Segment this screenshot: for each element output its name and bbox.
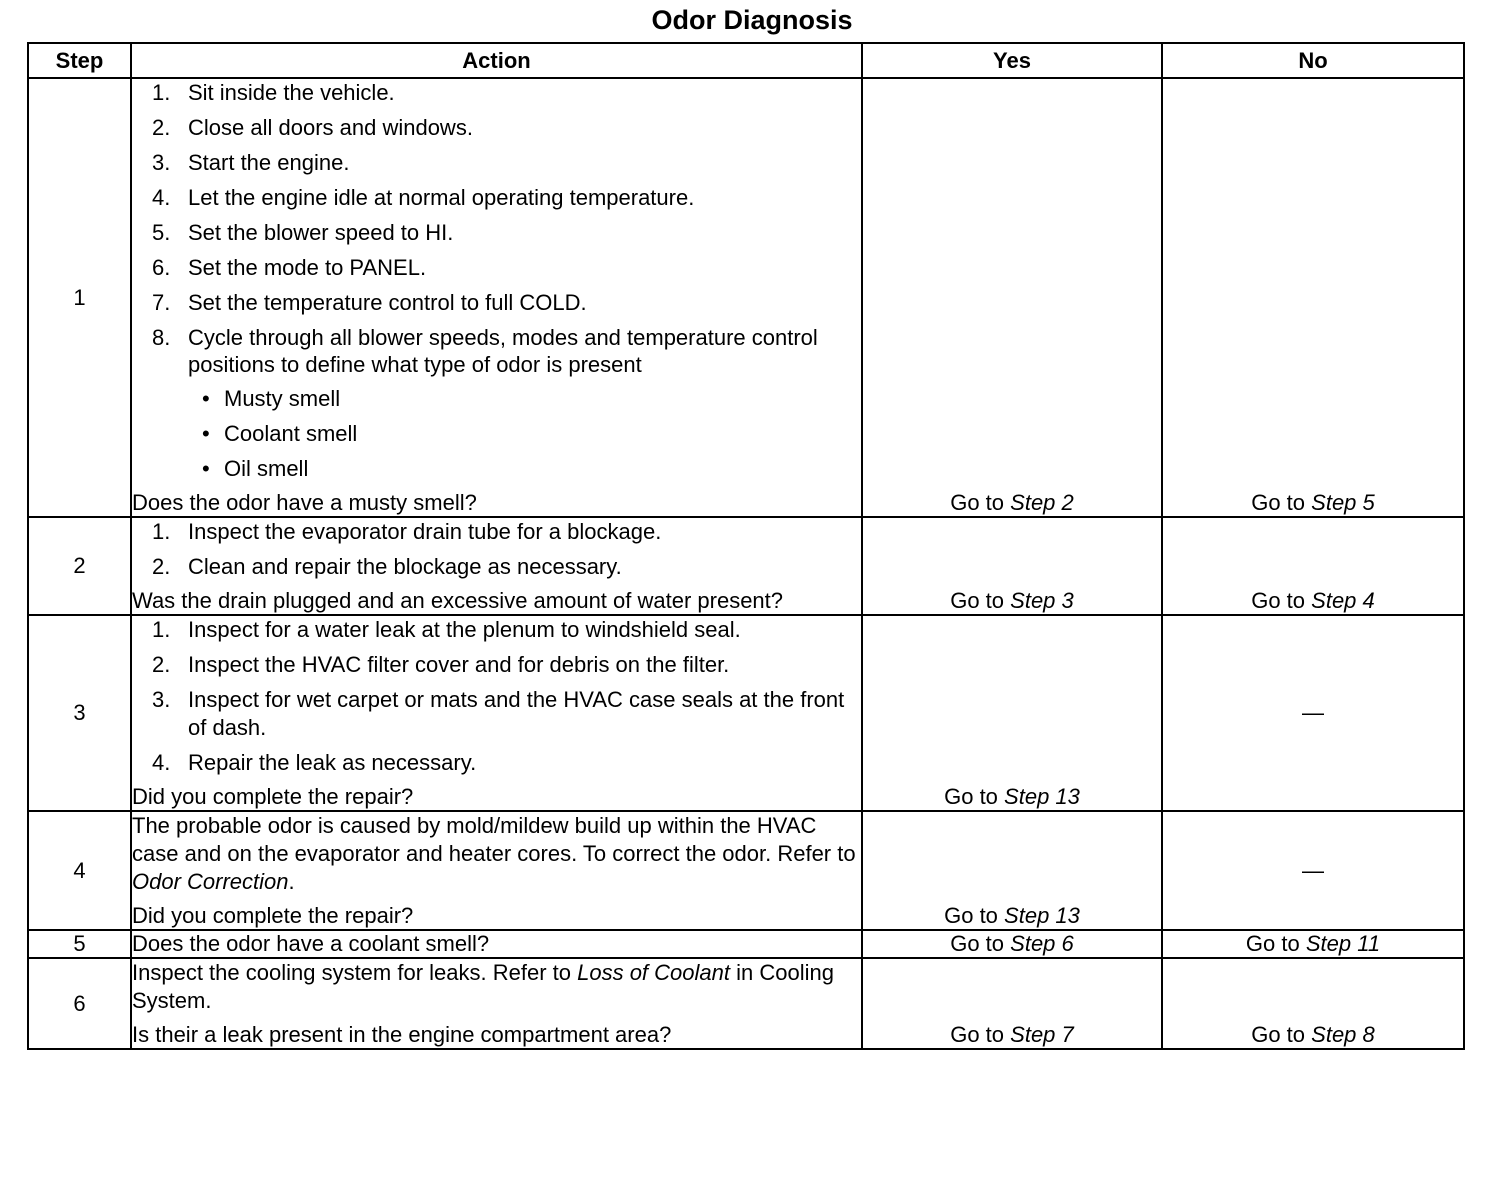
list-item: 4. Let the engine idle at normal operating temperature. (152, 185, 695, 210)
action-list (132, 79, 861, 483)
table-row (28, 78, 1464, 517)
item-text: Inspect for a water leak at the plenum to windshield seal. (188, 617, 741, 642)
item-text: Set the mode to PANEL. (188, 255, 427, 280)
list-item: 3. Inspect for wet carpet or mats and the HVAC case seals at the front of dash. (152, 687, 845, 740)
action-list (132, 518, 861, 581)
step-number: 6 (28, 958, 131, 1049)
list-item: 2. Inspect the HVAC filter cover and for debris on the filter. (152, 652, 730, 677)
step-number: 2 (28, 517, 131, 615)
no-cell: Go to Step 5 (1162, 78, 1464, 517)
list-item: 3. Start the engine. (152, 150, 350, 175)
step-number: 1 (28, 78, 131, 517)
item-text: Set the temperature control to full COLD. (188, 290, 587, 315)
question-text: Was the drain plugged and an excessive amount of water present? (132, 588, 784, 613)
no-cell: — (1162, 811, 1464, 930)
list-item: 1. Sit inside the vehicle. (152, 80, 395, 105)
item-text: Cycle through all blower speeds, modes and temperature control positions to define what type of odor is present (188, 325, 818, 377)
table-row (28, 958, 1464, 1049)
header-no: No (1162, 43, 1464, 78)
step-reference: Step 2 (1010, 490, 1074, 515)
list-item: 1. Inspect the evaporator drain tube for a blockage. (152, 519, 662, 544)
step-reference: Step 8 (1311, 1022, 1375, 1047)
question-text: Did you complete the repair? (132, 784, 414, 809)
list-item: 1. Inspect for a water leak at the plenum to windshield seal. (152, 617, 741, 642)
item-text: Inspect the HVAC filter cover and for debris on the filter. (188, 652, 730, 677)
yes-cell: Go to Step 7 (862, 958, 1162, 1049)
question-text: Did you complete the repair? (132, 903, 414, 928)
yes-cell: Go to Step 2 (862, 78, 1162, 517)
yes-cell: Go to Step 13 (862, 811, 1162, 930)
bullet-item: • Musty smell (202, 386, 341, 411)
item-text: Sit inside the vehicle. (188, 80, 395, 105)
item-text: Set the blower speed to HI. (188, 220, 454, 245)
yes-cell: Go to Step 13 (862, 615, 1162, 811)
step-reference: Step 7 (1010, 1022, 1074, 1047)
odor-diagnosis-table (27, 42, 1465, 1050)
bullet-item: • Oil smell (202, 456, 309, 481)
no-cell: — (1162, 615, 1464, 811)
page-title: Odor Diagnosis (651, 5, 853, 35)
header-step: Step (28, 43, 131, 78)
item-text: Inspect the evaporator drain tube for a blockage. (188, 519, 662, 544)
step-reference: Step 3 (1010, 588, 1074, 613)
action-cell (131, 958, 862, 1049)
no-cell: Go to Step 11 (1162, 930, 1464, 958)
bullet-item: • Coolant smell (202, 421, 358, 446)
odor-type-list (188, 385, 861, 483)
step-number: 5 (28, 930, 131, 958)
question-text: Does the odor have a musty smell? (132, 490, 477, 515)
no-cell: Go to Step 8 (1162, 958, 1464, 1049)
list-item: 5. Set the blower speed to HI. (152, 220, 454, 245)
table-row (28, 615, 1464, 811)
list-item: 2. Clean and repair the blockage as necessary. (152, 554, 622, 579)
item-text: Clean and repair the blockage as necessary. (188, 554, 622, 579)
list-item: 7. Set the temperature control to full COLD. (152, 290, 587, 315)
no-cell: Go to Step 4 (1162, 517, 1464, 615)
instruction-text: The probable odor is caused by mold/mildew build up within the HVAC case and on the evaporator and heater cores. To correct the odor. Refer to Odor Correction. (132, 813, 856, 894)
list-item: 8. Cycle through all blower speeds, modes and temperature control positions to define what type of odor is present • Musty smell • Coolant smell • Oil smell (132, 324, 861, 483)
action-cell (131, 78, 862, 517)
action-cell (131, 517, 862, 615)
table-row (28, 811, 1464, 930)
header-action: Action (131, 43, 862, 78)
step-number: 3 (28, 615, 131, 811)
procedure-reference: Loss of Coolant (577, 960, 730, 985)
item-text: Repair the leak as necessary. (188, 750, 477, 775)
action-cell (131, 811, 862, 930)
action-cell (131, 930, 862, 958)
question-text: Does the odor have a coolant smell? (132, 931, 490, 956)
list-item: 2. Close all doors and windows. (152, 115, 473, 140)
item-text: Let the engine idle at normal operating temperature. (188, 185, 695, 210)
table-row (28, 930, 1464, 958)
question-text: Is their a leak present in the engine compartment area? (132, 1022, 672, 1047)
item-text: Close all doors and windows. (188, 115, 473, 140)
header-yes: Yes (862, 43, 1162, 78)
item-text: Inspect for wet carpet or mats and the HVAC case seals at the front of dash. (188, 687, 845, 740)
step-number: 4 (28, 811, 131, 930)
step-reference: Step 13 (1004, 903, 1080, 928)
step-reference: Step 6 (1010, 931, 1074, 956)
yes-cell: Go to Step 6 (862, 930, 1162, 958)
header-row (28, 43, 1464, 78)
yes-cell: Go to Step 3 (862, 517, 1162, 615)
item-text: Start the engine. (188, 150, 350, 175)
instruction-text: Inspect the cooling system for leaks. Refer to Loss of Coolant in Cooling System. (132, 960, 834, 1013)
step-reference: Step 11 (1305, 931, 1381, 956)
list-item: 6. Set the mode to PANEL. (152, 255, 427, 280)
step-reference: Step 5 (1311, 490, 1375, 515)
action-list (132, 616, 861, 777)
list-item: 4. Repair the leak as necessary. (152, 750, 477, 775)
procedure-reference: Odor Correction (132, 869, 289, 894)
step-reference: Step 13 (1004, 784, 1080, 809)
action-cell (131, 615, 862, 811)
step-reference: Step 4 (1311, 588, 1375, 613)
table-row (28, 517, 1464, 615)
